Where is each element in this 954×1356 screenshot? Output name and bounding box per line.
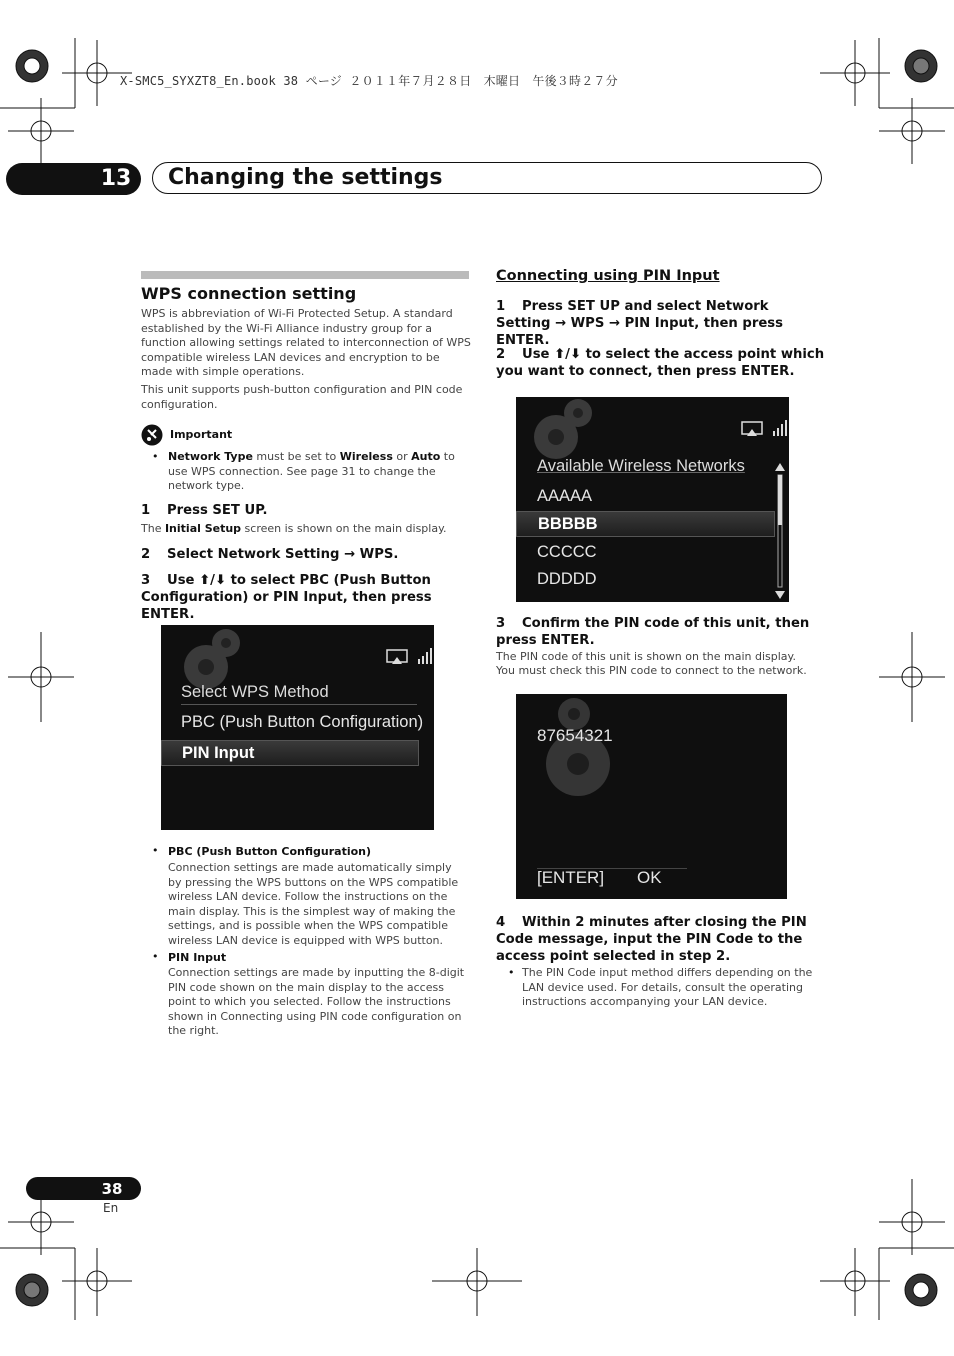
- important-note: Network Type must be set to Wireless or Auto to use WPS connection. See page 31 to change the network type.: [168, 450, 455, 493]
- airplay-icon: [741, 421, 763, 437]
- step-3: 3 Use ⬆/⬇ to select PBC (Push Button Configuration) or PIN Input, then press ENTER.: [141, 573, 432, 622]
- menu-item-pin-input[interactable]: PIN Input: [161, 740, 419, 766]
- network-item-ccccc[interactable]: CCCCC: [537, 543, 597, 561]
- pin-step-4-note: The PIN Code input method differs depending on the LAN device used. For details, consult the operating instructions accompanying your LAN device.: [522, 966, 813, 1009]
- step-2: 2 Select Network Setting → WPS.: [141, 547, 399, 562]
- bullet-dot: •: [508, 966, 515, 979]
- pin-step-3: 3 Confirm the PIN code of this unit, then press ENTER.: [496, 616, 810, 648]
- wps-support-paragraph: This unit supports push-button configuration and PIN code configuration.: [141, 383, 463, 411]
- pin-step-4: 4 Within 2 minutes after closing the PIN Code message, input the PIN Code to the access point selected in step 2.: [496, 915, 807, 964]
- bullet-dot: •: [152, 844, 159, 857]
- pin-step-1: 1 Press SET UP and select Network Setting → WPS → PIN Input, then press ENTER.: [496, 299, 784, 348]
- network-item-bbbbb[interactable]: BBBBB: [516, 511, 775, 537]
- network-item-aaaaa[interactable]: AAAAA: [537, 487, 593, 505]
- pin-step-3-note-2: You must check this PIN code to connect to the network.: [496, 664, 807, 677]
- pin-input-description: Connection settings are made by inputting the 8-digit PIN code shown on the main display to the access point to which you selected. Follow the instructions shown in Connecting using PIN code configuration on the right.: [168, 966, 465, 1038]
- menu-item-pbc[interactable]: PBC (Push Button Configuration): [181, 713, 424, 731]
- wps-intro-paragraph: WPS is abbreviation of Wi-Fi Protected Setup. A standard established by the Wi-Fi Alliance industry group for a function allowing settings related to interconnection of WPS compatible wireless LAN devices and encryption to be made with simple operations.: [141, 307, 471, 379]
- bullet-dot: •: [152, 450, 159, 463]
- scroll-thumb: [778, 475, 782, 525]
- scroll-up-arrow-icon: [775, 463, 785, 471]
- wireless-networks-screen: [516, 397, 789, 602]
- section-title-pin: Connecting using PIN Input: [496, 268, 720, 284]
- wifi-signal-icon: [417, 647, 433, 665]
- gear-graphic: [516, 694, 656, 814]
- pin-step-2: 2 Use ⬆/⬇ to select the access point which you want to connect, then press ENTER.: [496, 347, 825, 379]
- network-item-ddddd[interactable]: DDDDD: [537, 570, 597, 588]
- pbc-description: Connection settings are made automatically simply by pressing the WPS buttons on the WPS compatible wireless LAN device. Follow the instructions on the main display. This is the simplest way of making the settings, and is possible when the WPS compatible wireless LAN device is equipped with WPS button.: [168, 861, 459, 947]
- pbc-title: PBC (Push Button Configuration): [168, 845, 372, 858]
- bullet-dot: •: [152, 950, 159, 963]
- section-title-wps: WPS connection setting: [141, 284, 357, 303]
- print-header: X-SMC5_SYXZT8_En.book 38 ページ ２０１１年７月２８日 木曜日 午後３時２７分: [120, 74, 618, 88]
- page-number: 38: [101, 1180, 123, 1198]
- pin-code-screen: [516, 694, 787, 899]
- pin-input-title: PIN Input: [168, 951, 227, 964]
- section-divider: [141, 271, 469, 279]
- scrollbar[interactable]: [774, 463, 786, 602]
- pin-step-3-note-1: The PIN code of this unit is shown on the main display.: [496, 650, 796, 663]
- menu-title: Select WPS Method: [181, 683, 417, 705]
- step-1: 1 Press SET UP.: [141, 503, 268, 518]
- pin-code-value: 87654321: [537, 726, 613, 745]
- menu-title: Available Wireless Networks: [537, 457, 745, 475]
- chapter-title: Changing the settings: [168, 165, 443, 190]
- chapter-number: 13: [100, 166, 132, 191]
- important-icon: [141, 424, 163, 446]
- page-language: En: [103, 1201, 119, 1215]
- scroll-down-arrow-icon: [775, 591, 785, 599]
- enter-key-hint: [ENTER]: [537, 868, 605, 887]
- airplay-icon: [386, 649, 408, 665]
- wifi-signal-icon: [772, 419, 788, 437]
- wps-method-screen: [161, 625, 434, 830]
- ok-button[interactable]: OK: [637, 868, 662, 887]
- important-label: Important: [170, 428, 233, 441]
- step-1-note: The Initial Setup screen is shown on the main display.: [141, 522, 447, 535]
